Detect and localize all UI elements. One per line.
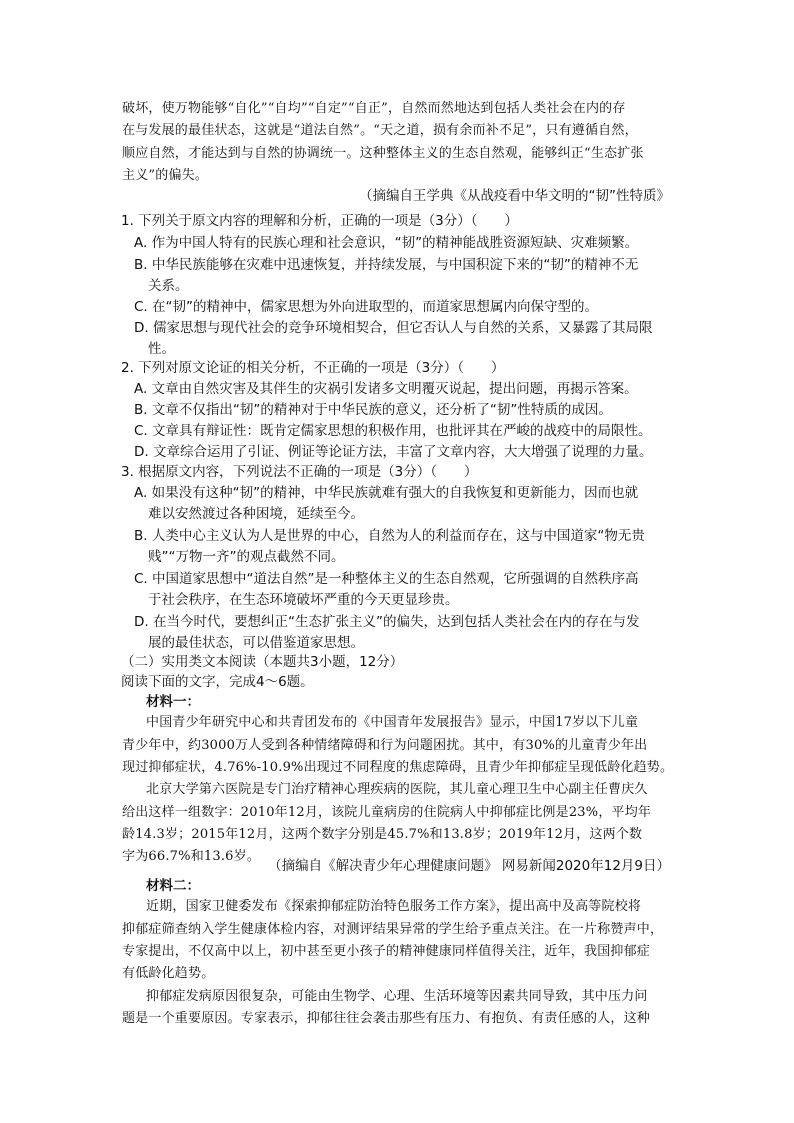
passage-line: 破坏，使万物能够“自化”“自均”“自定”“自正”，自然而然地达到包括人类社会在内的存 — [122, 101, 626, 116]
material-label: 材料一： — [146, 694, 200, 710]
option-b-cont: 贱”“万物一齐”的观点截然不同。 — [148, 549, 345, 565]
option-d-cont: 性。 — [148, 341, 175, 357]
question-stem: 3. 根据原文内容，下列说法不正确的一项是（3分）（ ） — [121, 464, 478, 480]
option-d: D. 儒家思想与现代社会的竞争环境相契合，但它否认人与自然的关系，又暴露了其局限 — [134, 320, 653, 336]
question-stem: 2. 下列对原文论证的相关分析，不正确的一项是（3分）（ ） — [121, 360, 505, 376]
material-line: 字为66.7%和13.6岁。 — [122, 849, 261, 864]
source-citation: （摘编自王学典《从战疫看中华文明的“韧”性特质》 — [359, 188, 670, 204]
option-b-cont: 关系。 — [148, 278, 189, 294]
option-c-cont: 于社会秩序，在生态环境破坏严重的今天更显珍贵。 — [148, 592, 459, 608]
section-instruction: 阅读下面的文字，完成4～6题。 — [121, 674, 314, 690]
option-c: C. 在“韧”的精神中，儒家思想为外向进取型的，而道家思想属内向保守型的。 — [134, 299, 598, 315]
material-line: 抑郁症发病原因很复杂，可能由生物学、心理、生活环境等因素共同导致，其中压力问 — [146, 989, 648, 1004]
option-b: B. 人类中心主义认为人是世界的中心，自然为人的利益而存在，这与中国道家“物无贵 — [134, 528, 645, 544]
option-d: D. 文章综合运用了引证、例证等论证方法，丰富了文章内容，大大增强了说理的力量。 — [134, 444, 653, 460]
material-line: 近期，国家卫健委发布《探索抑郁症防治特色服务工作方案》，提出高中及高等院校将 — [146, 899, 642, 914]
option-d-cont: 展的最佳状态，可以借鉴道家思想。 — [148, 635, 364, 651]
material-line: 专家提出，不仅高中以上，初中甚至更小孩子的精神健康同样值得关注，近年，我国抑郁症 — [122, 944, 651, 959]
material-line: 龄14.3岁；2015年12月，这两个数字分别是45.7%和13.8岁；2019年12月，这两个数 — [122, 827, 643, 842]
passage-line: 在与发展的最佳状态，这就是“道法自然”。“天之道，损有余而补不足”，只有遵循自然， — [122, 123, 638, 138]
material-line: 抑郁症筛查纳入学生健康体检内容，对测评结果异常的学生给予重点关注。在一片称赞声中， — [122, 922, 664, 937]
option-a: A. 如果没有这种“韧”的精神，中华民族就难有强大的自我恢复和更新能力，因而也就 — [134, 485, 639, 501]
material-line: 中国青少年研究中心和共青团发布的《中国青年发展报告》显示，中国17岁以下儿童 — [146, 715, 639, 730]
material-line: 给出这样一组数字：2010年12月，该院儿童病房的住院病人中抑郁症比例是23%，平均年 — [122, 805, 652, 820]
passage-line: 主义”的偏失。 — [122, 168, 209, 183]
section-title: （二）实用类文本阅读（本题共3小题，12分） — [121, 654, 404, 670]
option-a-cont: 难以安然渡过各种困境，延续至今。 — [148, 506, 364, 522]
option-c: C. 文章具有辩证性：既肯定儒家思想的积极作用，也批评其在严峻的战疫中的局限性。 — [134, 423, 652, 439]
passage-line: 顺应自然，才能达到与自然的协调统一。这种整体主义的生态自然观，能够纠正“生态扩张 — [122, 146, 644, 161]
option-b: B. 文章不仅指出“韧”的精神对于中华民族的意义，还分析了“韧”性特质的成因。 — [134, 402, 612, 418]
material-line: 题是一个重要原因。专家表示，抑郁往往会袭击那些有压力、有抱负、有责任感的人，这种 — [122, 1011, 651, 1026]
material-line: 现过抑郁症状，4.76%-10.9%出现过不同程度的焦虑障碍，且青少年抑郁症呈现低龄化趋势。 — [122, 760, 674, 775]
material-line: 有低龄化趋势。 — [122, 966, 215, 981]
option-a: A. 文章由自然灾害及其伴生的灾祸引发诸多文明覆灭说起，提出问题，再揭示答案。 — [134, 381, 638, 397]
option-a: A. 作为中国人特有的民族心理和社会意识，“韧”的精神能战胜资源短缺、灾难频繁。 — [134, 235, 639, 251]
material-label: 材料二： — [146, 878, 200, 894]
material-line: 青少年中，约3000万人受到各种情绪障碍和行为问题困扰。其中，有30%的儿童青少年出 — [122, 738, 648, 753]
option-d: D. 在当今时代，要想纠正“生态扩张主义”的偏失，达到包括人类社会在内的存在与发 — [134, 614, 640, 630]
option-c: C. 中国道家思想中“道法自然”是一种整体主义的生态自然观，它所强调的自然秩序高 — [134, 571, 639, 587]
source-citation: （摘编自《解决青少年心理健康问题》 网易新闻2020年12月9日） — [268, 858, 670, 874]
material-line: 北京大学第六医院是专门治疗精神心理疾病的医院，其儿童心理卫生中心副主任曹庆久 — [146, 782, 648, 797]
question-stem: 1. 下列关于原文内容的理解和分析，正确的一项是（3分）（ ） — [121, 213, 519, 229]
option-b: B. 中华民族能够在灾难中迅速恢复，并持续发展，与中国积淀下来的“韧”的精神不无 — [134, 257, 639, 273]
